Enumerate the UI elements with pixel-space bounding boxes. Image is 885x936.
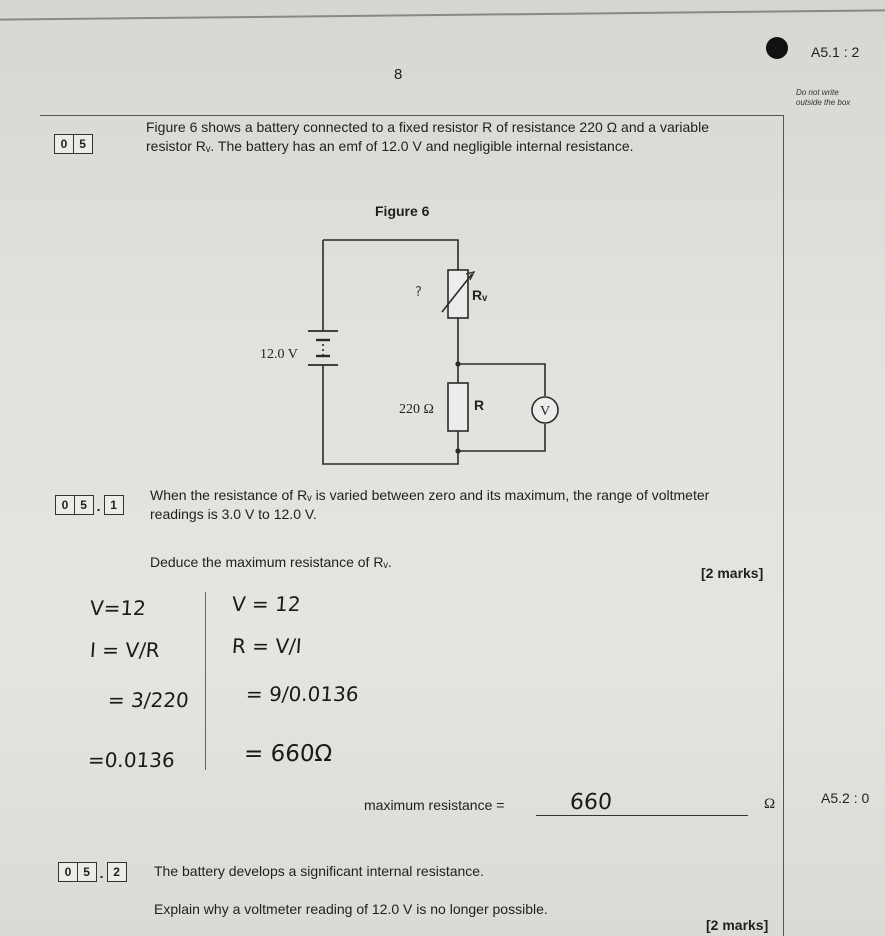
voltmeter-label: V [539,404,551,419]
wire-left-lower [323,365,458,464]
frame-right-line [783,115,784,936]
answer-value: 660 [569,790,613,815]
voltmeter-wire-bottom [458,424,545,451]
battery-label: 12.0 V [260,347,298,362]
part2-sub-digit: 2 [107,862,127,882]
answer-label: maximum resistance = [364,797,505,813]
wire-top [323,240,458,270]
frame-top-line [40,115,784,116]
part2-number-box [58,862,127,882]
top-rule [0,9,885,20]
working-right-line: = 660Ω [243,741,333,767]
working-left-line: = 3/220 [107,688,190,712]
rv-label: Rᵥ [472,287,488,303]
code-top: A5.1 : 2 [811,44,860,60]
voltmeter-wire-top [458,364,545,396]
handwritten-question-mark: ? [415,285,422,300]
part1-number-box [55,495,124,515]
code-part1: A5.2 : 0 [821,790,870,806]
question-digit: 5 [73,134,93,154]
part1-marks: [2 marks] [701,565,764,581]
part2-dot: . [99,865,104,881]
question-digit: 0 [54,134,74,154]
working-left-line: V=12 [89,596,147,620]
answer-line [536,815,748,816]
figure-title: Figure 6 [375,203,430,219]
part2-digit: 0 [58,862,78,882]
margin-note: Do not write outside the box [796,88,851,107]
circuit-diagram [250,228,570,473]
question-number-box [54,134,93,154]
part2-marks: [2 marks] [706,917,769,933]
part1-digit: 5 [74,495,94,515]
resistor-value-label: 220 Ω [399,402,434,417]
r-label: R [474,397,485,413]
part1-dot: . [96,498,101,514]
part2-digit: 5 [77,862,97,882]
registration-dot [766,37,788,59]
question-intro-text: Figure 6 shows a battery connected to a fixed resistor R of resistance 220 Ω and a variable resistor Rᵥ. The battery has an emf of 12.0 V and negligible internal resistance. [146,119,709,154]
junction-dot [455,448,460,453]
working-left-line: =0.0136 [87,748,176,772]
page-number: 8 [394,66,403,83]
variable-resistor-rv [448,270,468,318]
fixed-resistor-r [448,383,468,431]
question-intro [146,118,758,156]
part2-text: The battery develops a significant internal resistance. [154,863,484,879]
junction-dot [455,361,460,366]
working-right-line: = 9/0.0136 [245,682,360,706]
working-right-line: R = V/I [231,634,303,658]
working-left-line: I = V/R [89,638,161,662]
part2-instruction: Explain why a voltmeter reading of 12.0 V is no longer possible. [154,901,548,917]
part1-sub-digit: 1 [104,495,124,515]
working-right-line: V = 12 [231,592,302,616]
part1-instruction: Deduce the maximum resistance of Rᵥ. [150,554,392,570]
working-divider [205,592,206,770]
part1-text: When the resistance of Rᵥ is varied between zero and its maximum, the range of voltmeter readings is 3.0 V to 12.0 V. [150,487,710,522]
part1-digit: 0 [55,495,75,515]
answer-unit: Ω [764,796,776,812]
